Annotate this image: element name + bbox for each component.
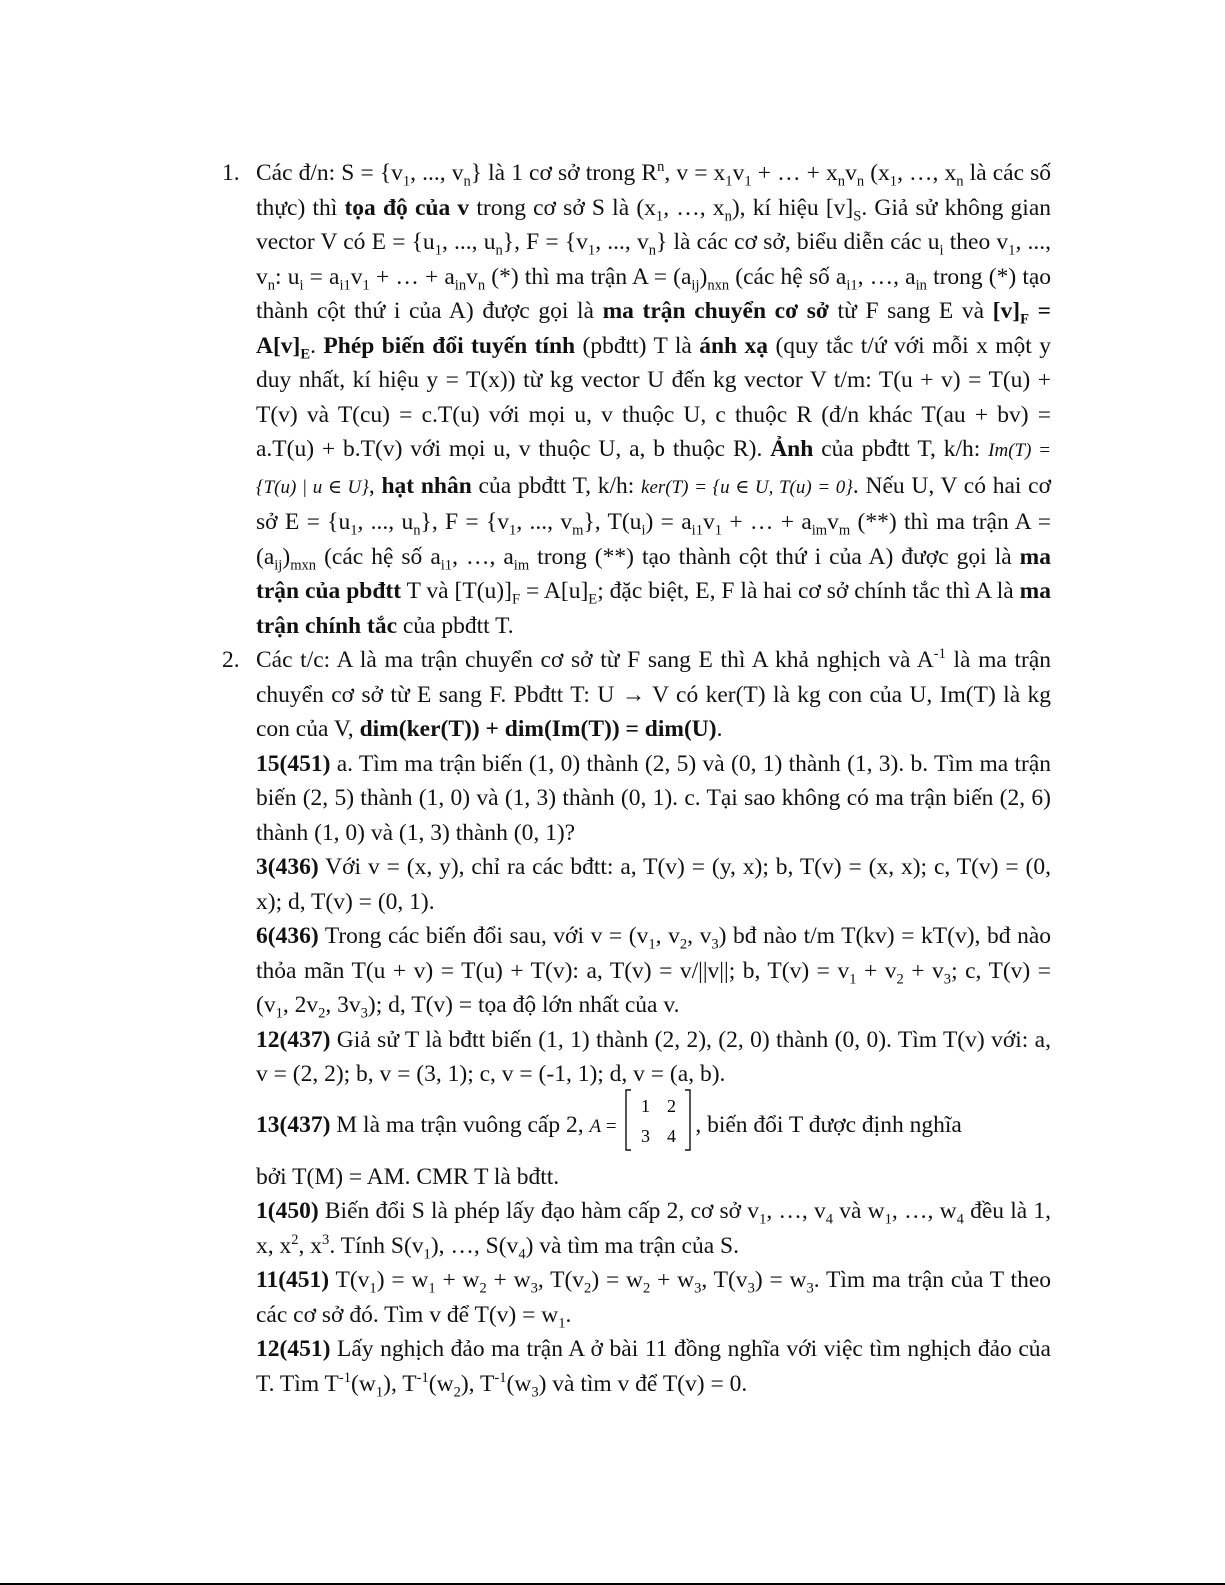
exercise-label: 1(450) bbox=[256, 1198, 319, 1224]
exercise-13-437-continued: bởi T(M) = AM. CMR T là bđtt. bbox=[256, 1163, 560, 1190]
exercise-1-450: 1(450) Biến đổi S là phép lấy đạo hàm cấp 2, cơ sở $v_1$, …, $v_4$ và $w_1$, …, $w_4$ đều là 1, x, $x^2$, $x^3$. Tính $S(v_1)$, …, $S(v_4)$ và tìm ma trận của S. bbox=[256, 1198, 1052, 1263]
term-anh-xa: ánh xạ bbox=[699, 332, 769, 359]
matrix-left-bracket bbox=[626, 1090, 631, 1150]
formula-basis-change: $[v]_F = A[v]_E$ bbox=[256, 298, 1051, 363]
properties-paragraph: Các t/c: A là ma trận chuyển cơ sở từ F sang E thì A khả nghịch và $A^{-1}$ là ma trận chuyển cơ sở từ E sang F. Pbđtt T: U → V có ker(T) là kg con của U, Im(T) là kg con của V, dim(ker(T)) + dim(Im(T)) = dim(U). bbox=[256, 646, 1051, 742]
matrix-cell-12: 2 bbox=[667, 1096, 677, 1117]
exercise-label: 12(437) bbox=[256, 1026, 331, 1053]
exercise-11-451: 11(451) $T(v_1) = w_1 + w_2 + w_3$, $T(v_2) = w_2 + w_3$, $T(v_3) = w_3$. Tìm ma trận của T theo các cơ sở đó. Tìm v để $T(v) = w_1$. bbox=[256, 1267, 1051, 1332]
exercise-13-437: 13(437) M là ma trận vuông cấp 2, A = 1 2 3 4 , biến đổi T được định nghĩa bbox=[256, 1090, 1051, 1162]
matrix-A-svg bbox=[623, 1086, 693, 1154]
list-item-1 bbox=[0, 156, 1225, 643]
exercise-12-437: 12(437) Giả sử T là bđtt biến (1, 1) thành (2, 2), (2, 0) thành (0, 0). Tìm T(v) với: a, v = (2, 2); b, v = (3, 1); c, v = (-1, 1); d, v = (a, b). bbox=[256, 1026, 1051, 1087]
exercise-15-451: 15(451) a. Tìm ma trận biến (1, 0) thành (2, 5) và (0, 1) thành (1, 3). b. Tìm ma trận biến (2, 5) thành (1, 0) và (1, 3) thành (0, 1). c. Tại sao không có ma trận biến (2, 6) thành (1, 0) và (1, 3) thành (0, 1)? bbox=[256, 750, 1051, 846]
term-phep-bien-doi: Phép biến đổi tuyến tính bbox=[323, 332, 576, 359]
term-toa-do: tọa độ của v bbox=[344, 194, 470, 221]
matrix-A bbox=[623, 1086, 693, 1154]
list-number-1: 1. bbox=[222, 160, 240, 186]
formula-rank-nullity: dim(ker(T)) + dim(Im(T)) = dim(U) bbox=[359, 716, 717, 742]
exercise-label: 13(437) bbox=[256, 1111, 331, 1138]
matrix-cell-11: 1 bbox=[641, 1096, 651, 1117]
exercise-3-436: 3(436) Với v = (x, y), chỉ ra các bđtt: a, T(v) = (y, x); b, T(v) = (x, x); c, T(v) = (0, x); d, T(v) = (0, 1). bbox=[256, 854, 1051, 915]
exercise-label: 6(436) bbox=[256, 923, 319, 949]
exercise-label: 3(436) bbox=[256, 854, 319, 880]
term-ma-tran-pbdtt: ma trận của pbđtt bbox=[256, 543, 1051, 604]
page-content bbox=[0, 156, 1225, 1401]
formula-image: Im(T) = {T(u) | u ∈ U} bbox=[256, 440, 1051, 498]
term-ma-tran-chuyen-co-so: ma trận chuyển cơ sở bbox=[602, 298, 829, 324]
matrix-right-bracket bbox=[685, 1090, 690, 1150]
term-ma-tran-chinh-tac: ma trận chính tắc bbox=[256, 578, 1051, 639]
exercise-label: 11(451) bbox=[256, 1267, 330, 1293]
definitions-paragraph: Các đ/n: $S = \{v_1$, ..., $v_n$} là 1 cơ sở trong $R^n$, $v = x_1v_1$ + … + $x_nv_n$ ($x_1$, …, $x_n$ là các số thực) thì tọa độ của v trong cơ sở S là ($x_1$, …, $x_n$), kí hiệu $[v]_S$. Giả sử không gian vector V có $E = \{u_1$, ..., $u_n$}, $F = \{v_1$, ..., $v_n$} là các cơ sở, biểu diễn các $u_i$ theo $v_1$, ..., $v_n$: $u_i = a_{i1}v_1$ + … + $a_{in}v_n$ (*) thì ma trận $A = (a_{ij})_{nxn}$ (các hệ số $a_{i1}$, …, $a_{in}$ trong (*) tạo thành cột thứ i của A) được gọi là ma trận chuyển cơ sở từ F sang E và $[v]_F = A[v]_E$. Phép biến đổi tuyến tính (pbđtt) T là ánh xạ (quy tắc t/ứ với mỗi x một y duy nhất, kí hiệu y = T(x)) từ kg vector U đến kg vector V t/m: T(u + v) = T(u) + T(v) và T(cu) = c.T(u) với mọi u, v thuộc U, c thuộc R (đ/n khác T(au + bv) = a.T(u) + b.T(v) với mọi u, v thuộc U, a, b thuộc R). Ảnh của pbđtt T, k/h: Im(T) = {T(u) | u ∈ U}, hạt nhân của pbđtt T, k/h: ker(T) = {u ∈ U, T(u) = 0}. Nếu U, V có hai cơ sở $E = \{u_1$, ..., $u_n$}, $F = \{v_1$, ..., $v_m$}, $T(u_i) = a_{i1}v_1$ + … + $a_{im}v_m$ (**) thì ma trận $A = (a_{ij})_{mxn}$ (các hệ số $a_{i1}$, …, $a_{im}$ trong (**) tạo thành cột thứ i của A) được gọi là ma trận của pbđtt T và $[T(u)]_F = A[u]_E$; đặc biệt, E, F là hai cơ sở chính tắc thì A là ma trận chính tắc của pbđtt T. bbox=[256, 159, 1052, 639]
matrix-cell-22: 4 bbox=[667, 1126, 677, 1147]
term-anh: Ảnh bbox=[770, 436, 814, 462]
exercise-label: 12(451) bbox=[256, 1336, 331, 1362]
formula-kernel: ker(T) = {u ∈ U, T(u) = 0} bbox=[641, 476, 853, 498]
list-item-2 bbox=[0, 643, 1225, 1401]
list-number-2: 2. bbox=[222, 647, 240, 673]
exercise-12-451: 12(451) Lấy nghịch đảo ma trận A ở bài 11 đồng nghĩa với việc tìm nghịch đảo của T. Tìm $T^{-1}(w_1)$, $T^{-1}(w_2)$, $T^{-1}(w_3)$ và tìm v để T(v) = 0. bbox=[256, 1336, 1051, 1401]
exercise-label: 15(451) bbox=[256, 750, 331, 777]
term-hat-nhan: hạt nhân bbox=[381, 472, 472, 499]
exercise-6-436: 6(436) Trong các biến đổi sau, với $v = (v_1$, $v_2$, $v_3$) bđ nào t/m T(kv) = kT(v), bđ nào thỏa mãn T(u + v) = T(u) + T(v): a, T(v) = v/||v||; b, $T(v) = v_1 + v_2 + v_3$; c, $T(v) = (v_1$, $2v_2$, $3v_3$); d, T(v) = tọa độ lớn nhất của v. bbox=[256, 923, 1052, 1022]
matrix-cell-21: 3 bbox=[641, 1126, 651, 1147]
matrix-name: A bbox=[589, 1115, 602, 1137]
